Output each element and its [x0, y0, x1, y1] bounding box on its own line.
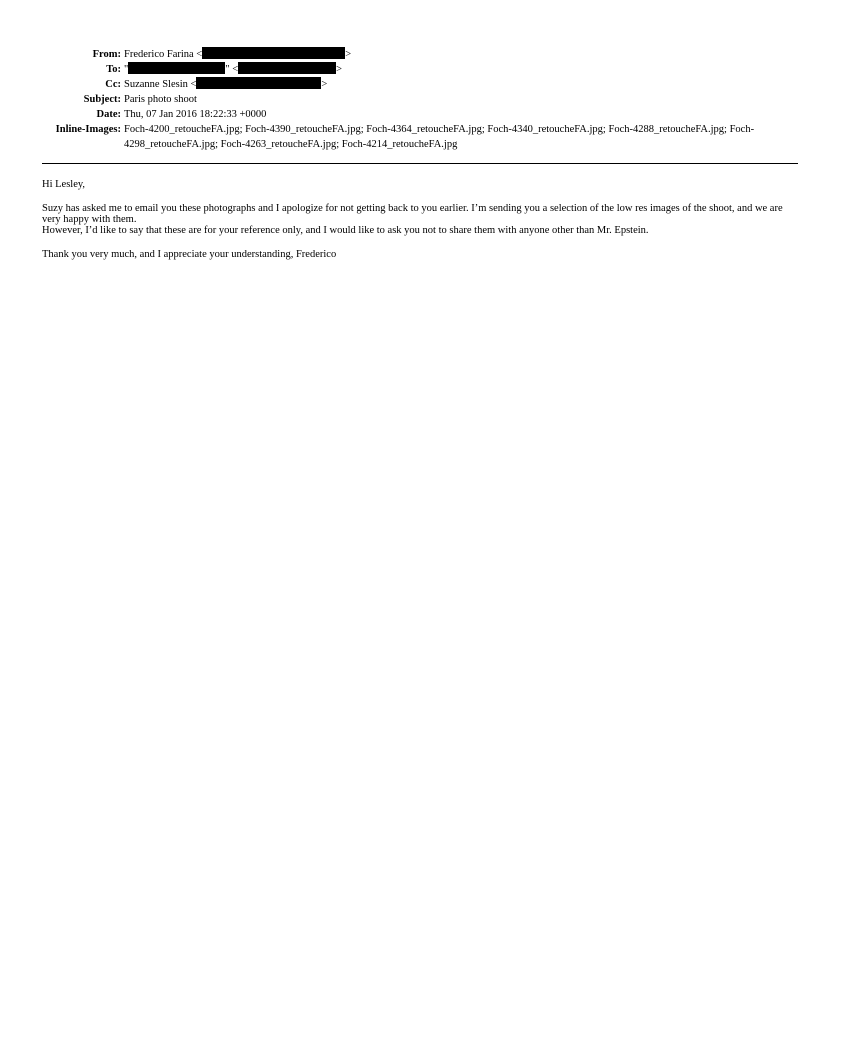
greeting: Hi Lesley,	[42, 179, 86, 190]
inline-images-value: Foch-4200_retoucheFA.jpg; Foch-4390_retoucheFA.jpg; Foch-4364_retoucheFA.jpg; Foch-4340_retoucheFA.jpg; Foch-4288_retoucheFA.jpg; Foch-4298_retoucheFA.jpg; Foch-4263_retoucheFA.jpg; Foch-4214_retoucheFA.jpg	[124, 124, 755, 150]
paragraph-gap	[42, 236, 798, 249]
cc-close: >	[321, 79, 328, 90]
closing-line: Thank you very much, and I appreciate your understanding, Frederico	[42, 249, 337, 260]
from-row	[42, 47, 802, 62]
redacted-email-from	[202, 47, 345, 59]
subject-row	[42, 92, 802, 107]
from-name: Frederico Farina <	[124, 49, 203, 60]
inline-images-row	[42, 122, 802, 152]
subject-label: Subject:	[83, 94, 121, 105]
to-open-quote: "	[124, 64, 129, 75]
date-value: Thu, 07 Jan 2016 18:22:33 +0000	[124, 109, 267, 120]
subject-value: Paris photo shoot	[124, 94, 197, 105]
redacted-email-cc	[196, 77, 321, 89]
inline-images-label: Inline-Images:	[55, 124, 121, 135]
cc-value	[124, 77, 802, 92]
to-row	[42, 62, 802, 77]
redacted-email-to	[238, 62, 336, 74]
header-divider	[42, 163, 798, 164]
date-row	[42, 107, 802, 122]
from-label: From:	[92, 49, 121, 60]
cc-row	[42, 77, 802, 92]
from-close: >	[345, 49, 352, 60]
email-header	[42, 47, 802, 152]
to-label: To:	[106, 64, 121, 75]
body-paragraph-1: Suzy has asked me to email you these photographs and I apologize for not getting back to you earlier. I’m sending you a selection of the low res images of the shoot, and we are very happy with them.	[42, 203, 783, 225]
redacted-name-to	[128, 62, 225, 74]
cc-name: Suzanne Slesin <	[124, 79, 197, 90]
body-paragraph-2: However, I’d like to say that these are for your reference only, and I would like to ask you not to share them with anyone other than Mr. Epstein.	[42, 225, 649, 236]
to-mid: " <	[225, 64, 239, 75]
date-label: Date:	[96, 109, 121, 120]
email-body	[42, 179, 798, 260]
paragraph-gap	[42, 190, 798, 203]
cc-label: Cc:	[105, 79, 121, 90]
from-value	[124, 47, 802, 62]
to-value	[124, 62, 802, 77]
to-close: >	[336, 64, 343, 75]
